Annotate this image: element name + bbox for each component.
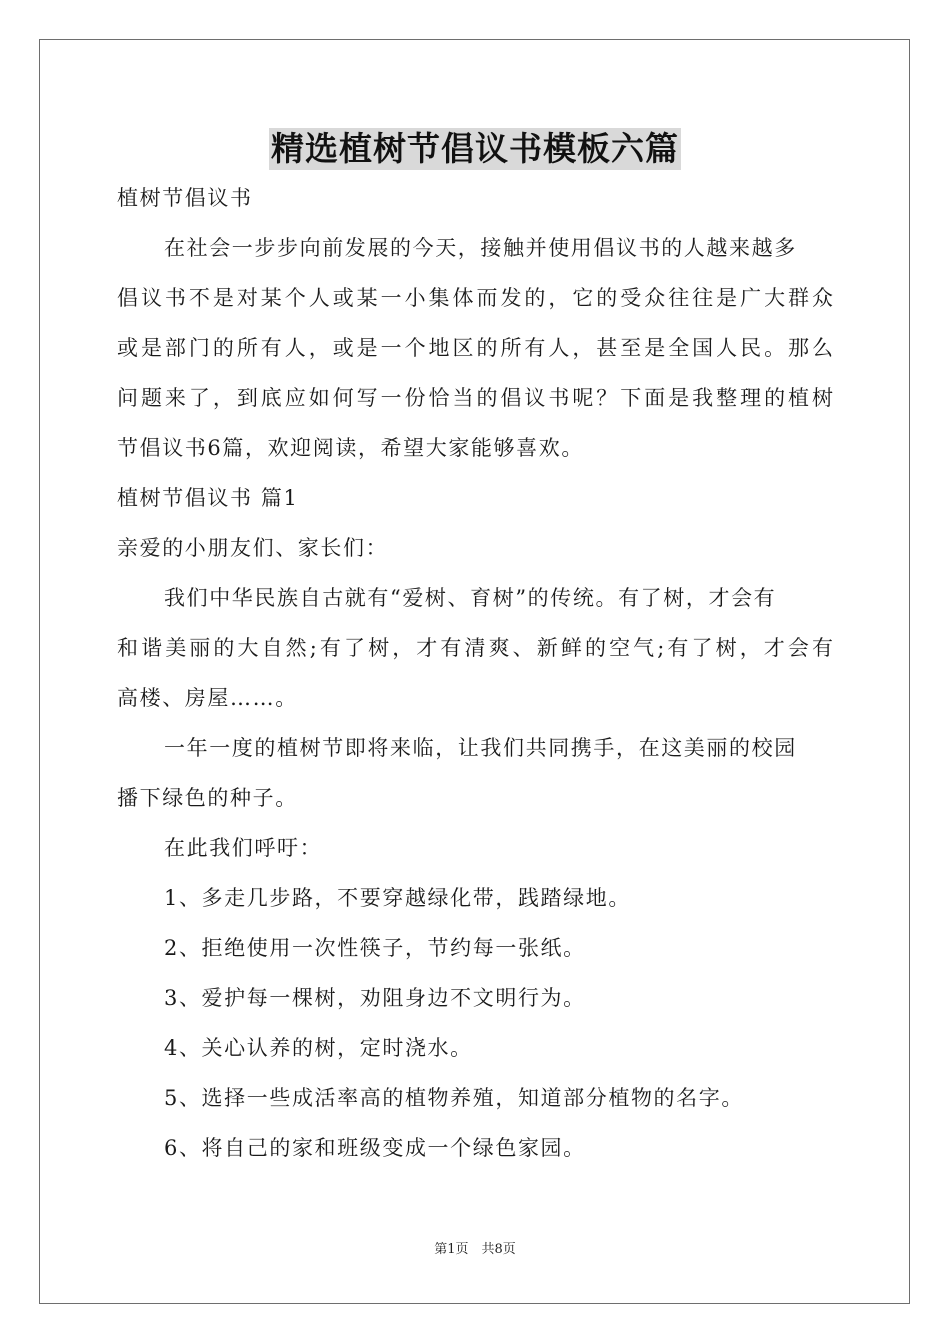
appeal-item: 2、拒绝使用一次性筷子，节约每一张纸。 [164,936,586,960]
appeal-item: 5、选择一些成活率高的植物养殖，知道部分植物的名字。 [164,1086,744,1110]
body-line: 我们中华民族自古就有“爱树、育树”的传统。有了树，才会有 [164,586,777,610]
document-title: 精选植树节倡议书模板六篇 [271,129,679,168]
chapter-heading: 植树节倡议书 篇1 [117,486,299,510]
body-line: 和谐美丽的大自然;有了树，才有清爽、新鲜的空气;有了树，才会有 [117,636,833,660]
intro-line: 问题来了，到底应如何写一份恰当的倡议书呢？下面是我整理的植树 [117,386,833,410]
intro-line: 倡议书不是对某个人或某一小集体而发的，它的受众往往是广大群众 [117,286,833,310]
appeal-item: 1、多走几步路，不要穿越绿化带，践踏绿地。 [164,886,631,910]
appeal-item: 6、将自己的家和班级变成一个绿色家园。 [164,1136,586,1160]
section-heading: 植树节倡议书 [117,186,253,210]
body-line: 高楼、房屋……。 [117,686,298,710]
intro-line: 或是部门的所有人，或是一个地区的所有人，甚至是全国人民。那么 [117,336,833,360]
title-container [0,128,950,170]
appeal-item: 4、关心认养的树，定时浇水。 [164,1036,473,1060]
body-line: 播下绿色的种子。 [117,786,298,810]
intro-line: 节倡议书6篇，欢迎阅读，希望大家能够喜欢。 [117,436,584,460]
appeal-heading: 在此我们呼吁： [164,836,323,860]
page-footer: 第1页 共8页 [434,1242,516,1257]
body-line: 一年一度的植树节即将来临，让我们共同携手，在这美丽的校园 [164,736,797,760]
salutation: 亲爱的小朋友们、家长们： [117,536,389,560]
appeal-item: 3、爱护每一棵树，劝阻身边不文明行为。 [164,986,586,1010]
intro-line: 在社会一步步向前发展的今天，接触并使用倡议书的人越来越多 [164,236,797,260]
